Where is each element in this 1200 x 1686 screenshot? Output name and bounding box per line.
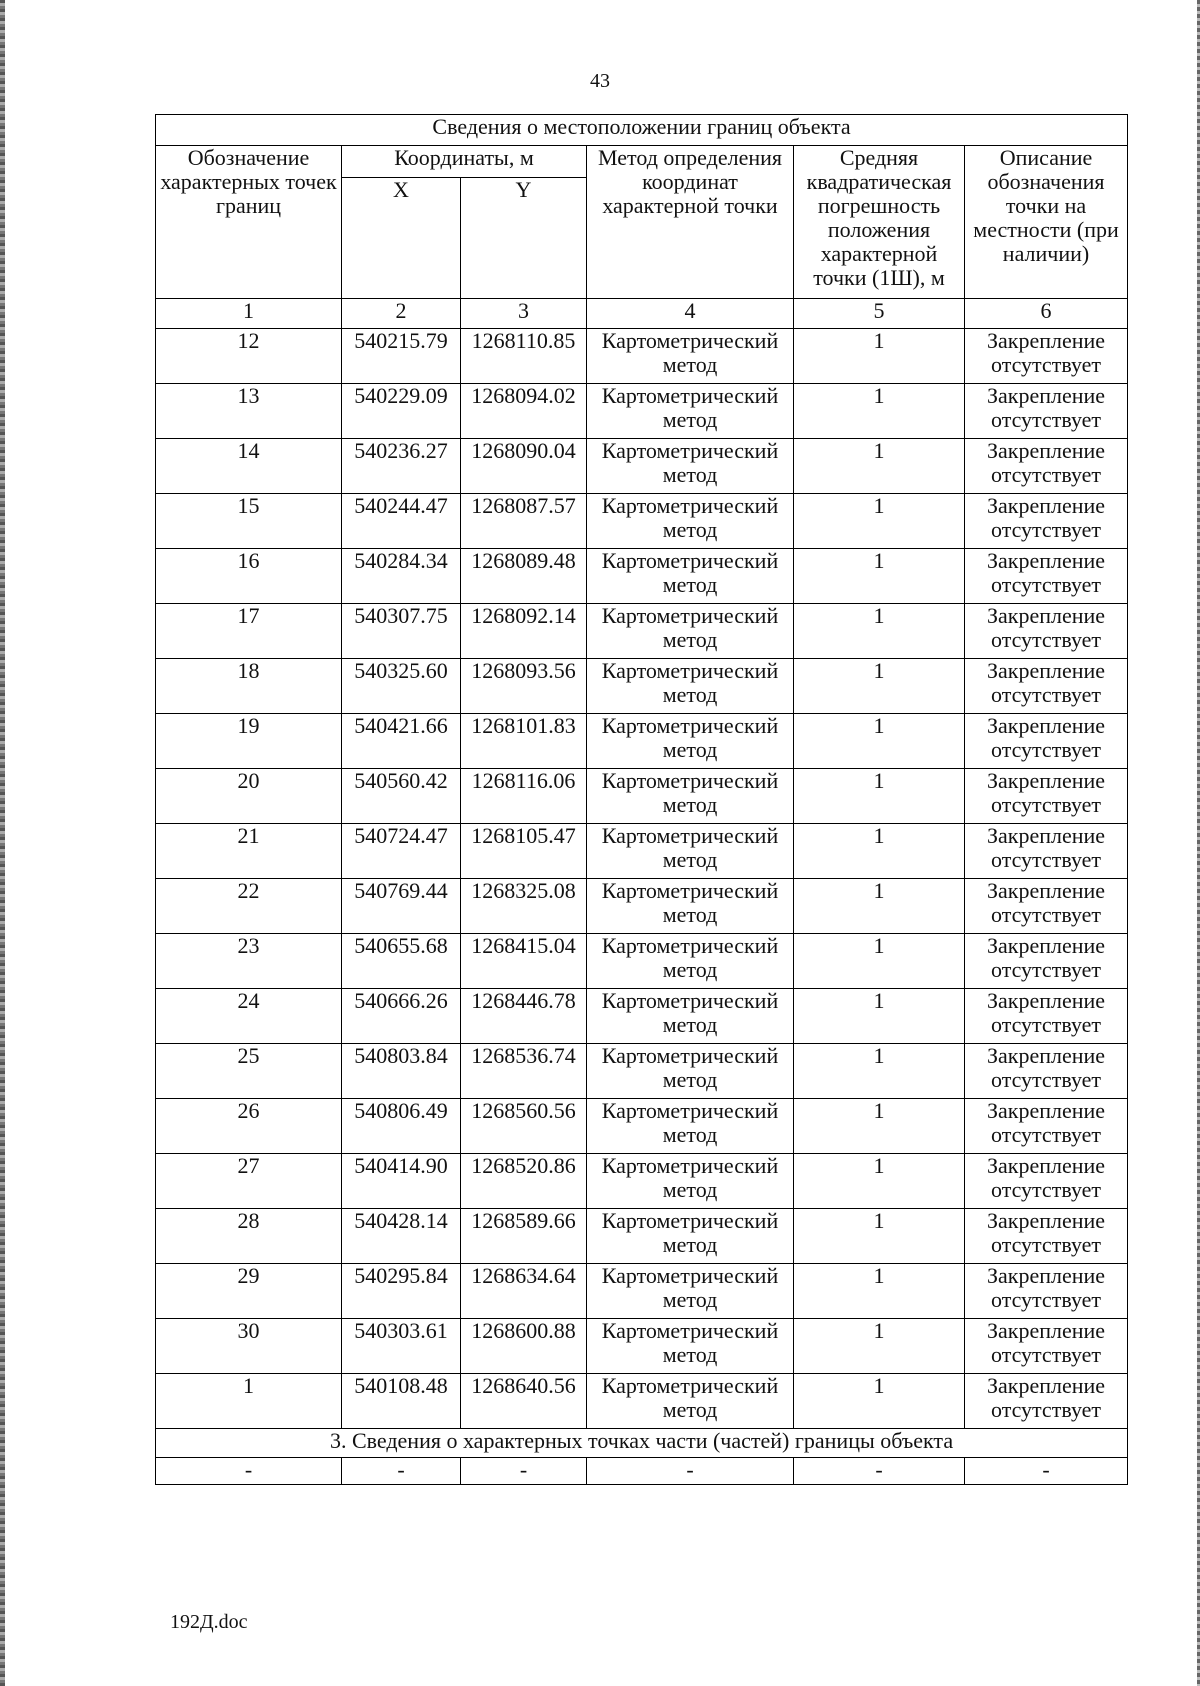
y-coordinate-cell: 1268087.57 bbox=[461, 494, 587, 549]
method-cell: Картометрический метод bbox=[587, 1319, 794, 1374]
y-coordinate-cell: 1268640.56 bbox=[461, 1374, 587, 1429]
point-number-cell: 17 bbox=[156, 604, 342, 659]
error-cell: 1 bbox=[794, 934, 965, 989]
description-cell: Закрепление отсутствует bbox=[965, 1264, 1128, 1319]
x-coordinate-cell: 540215.79 bbox=[342, 329, 461, 384]
x-coordinate-cell: 540724.47 bbox=[342, 824, 461, 879]
x-coordinate-cell: 540769.44 bbox=[342, 879, 461, 934]
method-cell: Картометрический метод bbox=[587, 1044, 794, 1099]
method-cell: Картометрический метод bbox=[587, 989, 794, 1044]
header-error: Средняя квадратическая погрешность положения характерной точки (1Ш), м bbox=[794, 146, 965, 299]
error-cell: 1 bbox=[794, 989, 965, 1044]
error-cell: 1 bbox=[794, 1319, 965, 1374]
description-cell: Закрепление отсутствует bbox=[965, 1374, 1128, 1429]
error-cell: 1 bbox=[794, 1099, 965, 1154]
x-coordinate-cell: 540236.27 bbox=[342, 439, 461, 494]
column-number: 1 bbox=[156, 299, 342, 329]
section3-cell: - bbox=[342, 1458, 461, 1485]
section3-cell: - bbox=[461, 1458, 587, 1485]
table-row bbox=[156, 604, 1128, 659]
x-coordinate-cell: 540421.66 bbox=[342, 714, 461, 769]
point-number-cell: 22 bbox=[156, 879, 342, 934]
description-cell: Закрепление отсутствует bbox=[965, 714, 1128, 769]
point-number-cell: 15 bbox=[156, 494, 342, 549]
point-number-cell: 28 bbox=[156, 1209, 342, 1264]
point-number-cell: 18 bbox=[156, 659, 342, 714]
method-cell: Картометрический метод bbox=[587, 1264, 794, 1319]
y-coordinate-cell: 1268116.06 bbox=[461, 769, 587, 824]
description-cell: Закрепление отсутствует bbox=[965, 659, 1128, 714]
y-coordinate-cell: 1268090.04 bbox=[461, 439, 587, 494]
description-cell: Закрепление отсутствует bbox=[965, 769, 1128, 824]
method-cell: Картометрический метод bbox=[587, 494, 794, 549]
column-number: 3 bbox=[461, 299, 587, 329]
error-cell: 1 bbox=[794, 879, 965, 934]
section3-cell: - bbox=[156, 1458, 342, 1485]
method-cell: Картометрический метод bbox=[587, 714, 794, 769]
error-cell: 1 bbox=[794, 1264, 965, 1319]
method-cell: Картометрический метод bbox=[587, 439, 794, 494]
column-number-row bbox=[156, 299, 1128, 329]
error-cell: 1 bbox=[794, 439, 965, 494]
table-row bbox=[156, 989, 1128, 1044]
description-cell: Закрепление отсутствует bbox=[965, 1319, 1128, 1374]
x-coordinate-cell: 540806.49 bbox=[342, 1099, 461, 1154]
column-number: 5 bbox=[794, 299, 965, 329]
point-number-cell: 21 bbox=[156, 824, 342, 879]
description-cell: Закрепление отсутствует bbox=[965, 1099, 1128, 1154]
column-number: 4 bbox=[587, 299, 794, 329]
x-coordinate-cell: 540325.60 bbox=[342, 659, 461, 714]
table-row bbox=[156, 824, 1128, 879]
section3-cell: - bbox=[794, 1458, 965, 1485]
error-cell: 1 bbox=[794, 824, 965, 879]
section3-title: 3. Сведения о характерных точках части (частей) границы объекта bbox=[156, 1429, 1128, 1458]
x-coordinate-cell: 540655.68 bbox=[342, 934, 461, 989]
method-cell: Картометрический метод bbox=[587, 1209, 794, 1264]
x-coordinate-cell: 540244.47 bbox=[342, 494, 461, 549]
x-coordinate-cell: 540803.84 bbox=[342, 1044, 461, 1099]
x-coordinate-cell: 540428.14 bbox=[342, 1209, 461, 1264]
document-filename: 192Д.doc bbox=[170, 1611, 248, 1633]
point-number-cell: 1 bbox=[156, 1374, 342, 1429]
y-coordinate-cell: 1268589.66 bbox=[461, 1209, 587, 1264]
scan-edge-left bbox=[0, 0, 5, 1686]
description-cell: Закрепление отсутствует bbox=[965, 494, 1128, 549]
description-cell: Закрепление отсутствует bbox=[965, 549, 1128, 604]
method-cell: Картометрический метод bbox=[587, 384, 794, 439]
table-row bbox=[156, 384, 1128, 439]
error-cell: 1 bbox=[794, 1154, 965, 1209]
method-cell: Картометрический метод bbox=[587, 1099, 794, 1154]
error-cell: 1 bbox=[794, 714, 965, 769]
method-cell: Картометрический метод bbox=[587, 824, 794, 879]
error-cell: 1 bbox=[794, 494, 965, 549]
error-cell: 1 bbox=[794, 1374, 965, 1429]
error-cell: 1 bbox=[794, 549, 965, 604]
method-cell: Картометрический метод bbox=[587, 604, 794, 659]
x-coordinate-cell: 540229.09 bbox=[342, 384, 461, 439]
method-cell: Картометрический метод bbox=[587, 934, 794, 989]
y-coordinate-cell: 1268536.74 bbox=[461, 1044, 587, 1099]
header-description: Описание обозначения точки на местности (при наличии) bbox=[965, 146, 1128, 299]
error-cell: 1 bbox=[794, 769, 965, 824]
description-cell: Закрепление отсутствует bbox=[965, 1154, 1128, 1209]
point-number-cell: 12 bbox=[156, 329, 342, 384]
description-cell: Закрепление отсутствует bbox=[965, 1044, 1128, 1099]
y-coordinate-cell: 1268634.64 bbox=[461, 1264, 587, 1319]
y-coordinate-cell: 1268094.02 bbox=[461, 384, 587, 439]
y-coordinate-cell: 1268093.56 bbox=[461, 659, 587, 714]
y-coordinate-cell: 1268446.78 bbox=[461, 989, 587, 1044]
table-row bbox=[156, 1374, 1128, 1429]
y-coordinate-cell: 1268105.47 bbox=[461, 824, 587, 879]
error-cell: 1 bbox=[794, 604, 965, 659]
header-point: Обозначение характерных точек границ bbox=[156, 146, 342, 299]
table-title: Сведения о местоположении границ объекта bbox=[156, 115, 1128, 146]
method-cell: Картометрический метод bbox=[587, 659, 794, 714]
x-coordinate-cell: 540108.48 bbox=[342, 1374, 461, 1429]
table-row bbox=[156, 659, 1128, 714]
table-row bbox=[156, 1209, 1128, 1264]
description-cell: Закрепление отсутствует bbox=[965, 879, 1128, 934]
description-cell: Закрепление отсутствует bbox=[965, 989, 1128, 1044]
header-y: Y bbox=[461, 178, 587, 299]
header-x: X bbox=[342, 178, 461, 299]
description-cell: Закрепление отсутствует bbox=[965, 1209, 1128, 1264]
method-cell: Картометрический метод bbox=[587, 769, 794, 824]
method-cell: Картометрический метод bbox=[587, 549, 794, 604]
method-cell: Картометрический метод bbox=[587, 879, 794, 934]
x-coordinate-cell: 540303.61 bbox=[342, 1319, 461, 1374]
y-coordinate-cell: 1268560.56 bbox=[461, 1099, 587, 1154]
point-number-cell: 13 bbox=[156, 384, 342, 439]
point-number-cell: 20 bbox=[156, 769, 342, 824]
description-cell: Закрепление отсутствует bbox=[965, 439, 1128, 494]
point-number-cell: 24 bbox=[156, 989, 342, 1044]
y-coordinate-cell: 1268101.83 bbox=[461, 714, 587, 769]
point-number-cell: 26 bbox=[156, 1099, 342, 1154]
point-number-cell: 25 bbox=[156, 1044, 342, 1099]
table-row bbox=[156, 1099, 1128, 1154]
header-method: Метод определения координат характерной точки bbox=[587, 146, 794, 299]
x-coordinate-cell: 540560.42 bbox=[342, 769, 461, 824]
error-cell: 1 bbox=[794, 1209, 965, 1264]
x-coordinate-cell: 540666.26 bbox=[342, 989, 461, 1044]
point-number-cell: 29 bbox=[156, 1264, 342, 1319]
point-number-cell: 16 bbox=[156, 549, 342, 604]
table-row bbox=[156, 329, 1128, 384]
table-row bbox=[156, 439, 1128, 494]
x-coordinate-cell: 540295.84 bbox=[342, 1264, 461, 1319]
y-coordinate-cell: 1268520.86 bbox=[461, 1154, 587, 1209]
table-row bbox=[156, 494, 1128, 549]
description-cell: Закрепление отсутствует bbox=[965, 824, 1128, 879]
y-coordinate-cell: 1268092.14 bbox=[461, 604, 587, 659]
x-coordinate-cell: 540414.90 bbox=[342, 1154, 461, 1209]
table-row bbox=[156, 879, 1128, 934]
method-cell: Картометрический метод bbox=[587, 329, 794, 384]
point-number-cell: 23 bbox=[156, 934, 342, 989]
point-number-cell: 30 bbox=[156, 1319, 342, 1374]
page-number: 43 bbox=[590, 70, 610, 92]
error-cell: 1 bbox=[794, 659, 965, 714]
x-coordinate-cell: 540284.34 bbox=[342, 549, 461, 604]
section3-cell: - bbox=[965, 1458, 1128, 1485]
description-cell: Закрепление отсутствует bbox=[965, 934, 1128, 989]
method-cell: Картометрический метод bbox=[587, 1374, 794, 1429]
description-cell: Закрепление отсутствует bbox=[965, 384, 1128, 439]
y-coordinate-cell: 1268089.48 bbox=[461, 549, 587, 604]
error-cell: 1 bbox=[794, 384, 965, 439]
table-row bbox=[156, 934, 1128, 989]
y-coordinate-cell: 1268325.08 bbox=[461, 879, 587, 934]
table-row bbox=[156, 1154, 1128, 1209]
x-coordinate-cell: 540307.75 bbox=[342, 604, 461, 659]
table-row bbox=[156, 714, 1128, 769]
point-number-cell: 27 bbox=[156, 1154, 342, 1209]
error-cell: 1 bbox=[794, 329, 965, 384]
header-coords: Координаты, м bbox=[342, 146, 587, 178]
error-cell: 1 bbox=[794, 1044, 965, 1099]
point-number-cell: 14 bbox=[156, 439, 342, 494]
y-coordinate-cell: 1268110.85 bbox=[461, 329, 587, 384]
table-row bbox=[156, 1044, 1128, 1099]
description-cell: Закрепление отсутствует bbox=[965, 604, 1128, 659]
method-cell: Картометрический метод bbox=[587, 1154, 794, 1209]
section3-cell: - bbox=[587, 1458, 794, 1485]
column-number: 2 bbox=[342, 299, 461, 329]
table-row bbox=[156, 549, 1128, 604]
point-number-cell: 19 bbox=[156, 714, 342, 769]
section3-row bbox=[156, 1458, 1128, 1485]
table-row bbox=[156, 1264, 1128, 1319]
column-number: 6 bbox=[965, 299, 1128, 329]
y-coordinate-cell: 1268415.04 bbox=[461, 934, 587, 989]
y-coordinate-cell: 1268600.88 bbox=[461, 1319, 587, 1374]
table-row bbox=[156, 1319, 1128, 1374]
table-row bbox=[156, 769, 1128, 824]
boundary-table bbox=[155, 114, 1128, 1485]
description-cell: Закрепление отсутствует bbox=[965, 329, 1128, 384]
